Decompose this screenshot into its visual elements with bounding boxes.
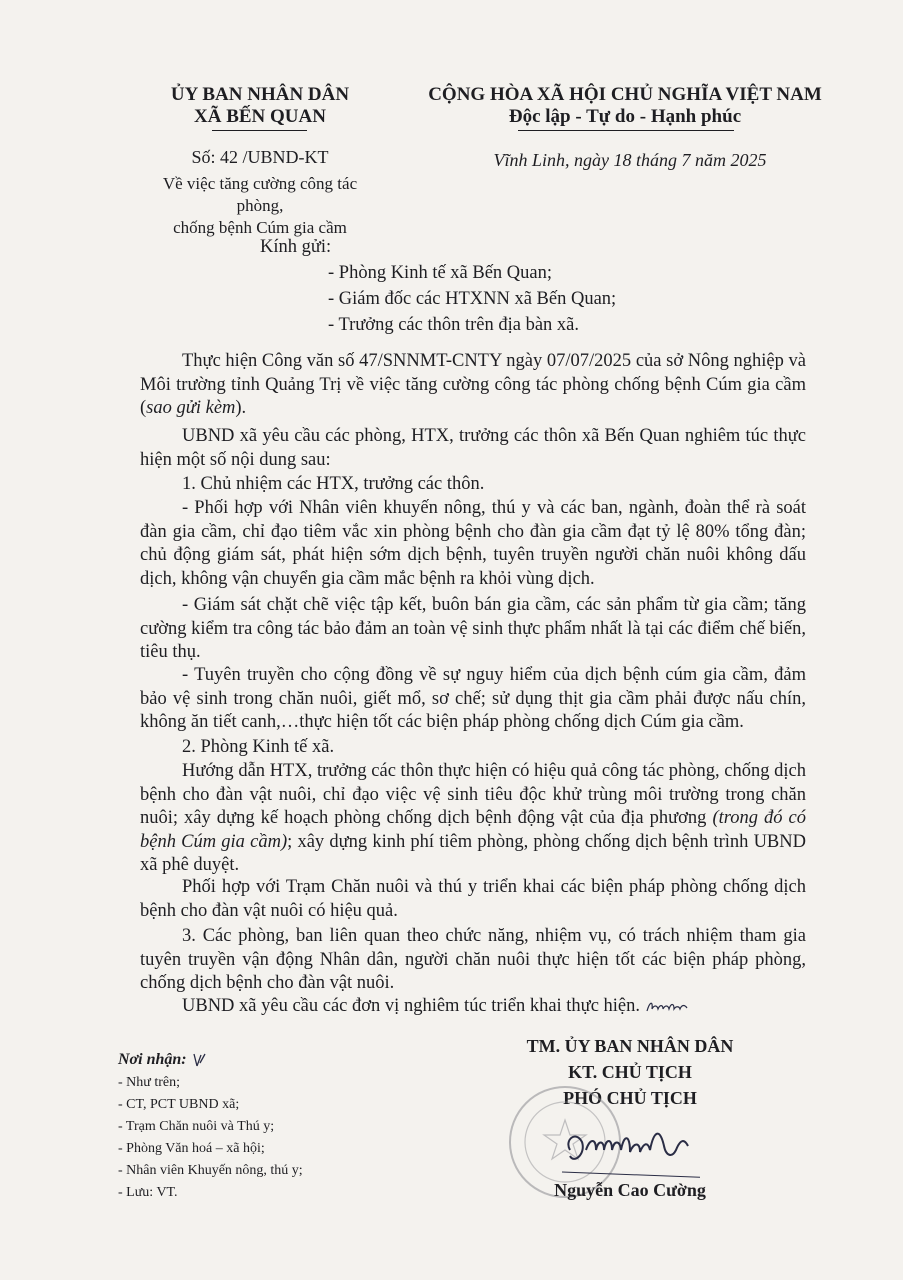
- nation-line1: CỘNG HÒA XÃ HỘI CHỦ NGHĨA VIỆT NAM: [428, 84, 822, 105]
- handwritten-signature-icon: [560, 1120, 700, 1180]
- recipient-item: - Nhân viên Khuyến nông, thú y;: [118, 1163, 303, 1178]
- addressee-item: - Trưởng các thôn trên địa bàn xã.: [328, 315, 580, 335]
- handwritten-tick-icon: [191, 1051, 209, 1069]
- intro-paragraph: [140, 350, 806, 421]
- signature-line2: KT. CHỦ TỊCH: [568, 1062, 692, 1082]
- section3-paragraph: 3. Các phòng, ban liên quan theo chức năng, nhiệm vụ, có trách nhiệm tham gia tuyên truyền vận động Nhân dân, người chăn nuôi thực hiện tốt các biện pháp phòng, chống dịch bệnh cho đàn vật nuôi.: [140, 926, 806, 993]
- section2-p1-main: Hướng dẫn HTX, trưởng các thôn thực hiện có hiệu quả công tác phòng, chống dịch bệnh cho đàn vật nuôi, chỉ đạo việc vệ sinh tiêu độc khử trùng môi trường trong chăn nuôi; xây dựng kế hoạch phòng chống dịch bệnh động vật của địa phương: [140, 761, 806, 828]
- recipients-title: [118, 1048, 303, 1072]
- org-line2: XÃ BẾN QUAN: [194, 106, 326, 127]
- signer-name: Nguyễn Cao Cường: [554, 1180, 706, 1200]
- greeting: Kính gửi:: [260, 237, 332, 257]
- addressee-item: - Phòng Kinh tế xã Bến Quan;: [328, 263, 553, 283]
- section1-paragraph1: - Phối hợp với Nhân viên khuyến nông, thú y và các ban, ngành, đoàn thể rà soát đàn gia cầm, chỉ đạo tiêm vắc xin phòng bệnh cho đàn gia cầm đạt tỷ lệ 80% tổng đàn; chủ động giám sát, phát hiện sớm dịch bệnh, tuyên truyền người chăn nuôi không dấu dịch, không vận chuyển gia cầm mắc bệnh ra khỏi vùng dịch.: [140, 498, 806, 589]
- recipient-item: - Phòng Văn hoá – xã hội;: [118, 1141, 265, 1156]
- org-name: [150, 84, 370, 128]
- section2-p1-end: ; xây dựng kinh phí tiêm phòng, phòng chống dịch bệnh trình UBND xã phê duyệt.: [140, 831, 806, 875]
- section1-paragraph3: - Tuyên truyền cho cộng đồng về sự nguy hiểm của dịch bệnh cúm gia cầm, đảm bảo vệ sinh trong chăn nuôi, giết mổ, sơ chế; sử dụng thịt gia cầm phải được nấu chín, không ăn tiết canh,…thực hiện tốt các biện pháp phòng chống dịch Cúm gia cầm.: [140, 665, 806, 732]
- section2-p1-note: (trong đó có bệnh Cúm gia cầm): [140, 808, 807, 852]
- subject: [140, 173, 380, 239]
- closing-paragraph: [140, 995, 806, 1019]
- recipient-item: - Lưu: VT.: [118, 1185, 178, 1200]
- intro-note: sao gửi kèm: [146, 398, 236, 418]
- recipients-title-text: Nơi nhận:: [118, 1051, 187, 1068]
- signature-line1: TM. ỦY BAN NHÂN DÂN: [526, 1036, 734, 1056]
- intro-end: ).: [235, 398, 247, 418]
- section1-paragraph2: - Giám sát chặt chẽ việc tập kết, buôn bán gia cầm, các sản phẩm từ gia cầm; tăng cường kiểm tra công tác bảo đảm an toàn vệ sinh thực phẩm nhất là tại các điểm chế biến, tiêu thụ.: [140, 595, 806, 662]
- section2-paragraph2: Phối hợp với Trạm Chăn nuôi và thú y triển khai các biện pháp phòng chống dịch bệnh cho đàn vật nuôi có hiệu quả.: [140, 877, 806, 921]
- recipient-item: - CT, PCT UBND xã;: [118, 1097, 240, 1112]
- request-paragraph: UBND xã yêu cầu các phòng, HTX, trưởng các thôn xã Bến Quan nghiêm túc thực hiện một số nội dung sau:: [140, 426, 806, 470]
- addressee-item: - Giám đốc các HTXNN xã Bến Quan;: [328, 289, 617, 309]
- nation-motto: Độc lập - Tự do - Hạnh phúc: [508, 106, 742, 127]
- subject-line2: chống bệnh Cúm gia cầm: [173, 218, 347, 237]
- org-line1: ỦY BAN NHÂN DÂN: [170, 84, 350, 105]
- place-date: Vĩnh Linh, ngày 18 tháng 7 năm 2025: [493, 150, 767, 170]
- recipients: [118, 1048, 303, 1204]
- org-underline: [212, 130, 307, 131]
- intro-main: Thực hiện Công văn số 47/SNNMT-CNTY ngày 07/07/2025 của sở Nông nghiệp và Môi trường tỉnh Quảng Trị về việc tăng cường công tác phòng chống bệnh Cúm gia cầm (: [140, 351, 806, 418]
- signature-line3: PHÓ CHỦ TỊCH: [563, 1088, 697, 1108]
- addressee-list: [328, 260, 616, 338]
- motto-underline: [518, 130, 734, 131]
- subject-line1: Về việc tăng cường công tác phòng,: [162, 174, 358, 215]
- recipient-item: - Trạm Chăn nuôi và Thú y;: [118, 1119, 275, 1134]
- national-heading: [405, 84, 845, 128]
- recipient-item: - Như trên;: [118, 1075, 181, 1090]
- section2-heading: 2. Phòng Kinh tế xã.: [182, 737, 335, 757]
- document-number: Số: 42 /UBND-KT: [191, 147, 329, 167]
- section1-heading: 1. Chủ nhiệm các HTX, trưởng các thôn.: [182, 474, 485, 494]
- closing-text: UBND xã yêu cầu các đơn vị nghiêm túc triển khai thực hiện.: [182, 996, 641, 1016]
- recipient-list: [118, 1072, 303, 1204]
- initials-mark: [645, 999, 691, 1015]
- section2-paragraph1: [140, 760, 806, 878]
